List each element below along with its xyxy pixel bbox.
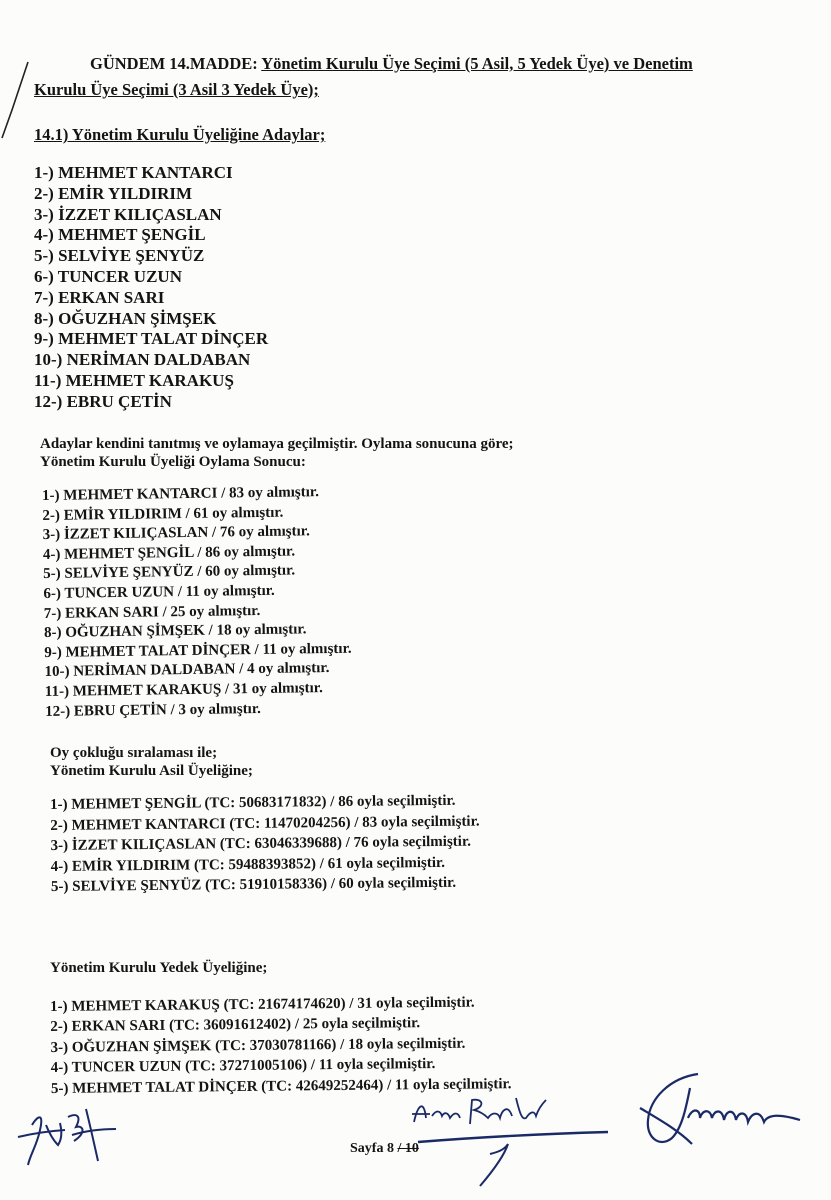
list-item: 6-) TUNCER UZUN / 11 oy almıştır. (43, 582, 275, 602)
agenda-heading-continuation: Kurulu Üye Seçimi (3 Asil 3 Yedek Üye); (34, 80, 319, 99)
ranking-intro (50, 744, 253, 780)
middle-signature-icon (408, 1094, 618, 1189)
list-item: 3-) İZZET KILIÇASLAN / 76 oy almıştır. (42, 523, 310, 544)
list-item: 8-) OĞUZHAN ŞİMŞEK (34, 308, 217, 328)
voting-intro-line: Adaylar kendini tanıtmış ve oylamaya geçilmiştir. Oylama sonucuna göre; (40, 436, 514, 452)
list-item: 4-) TUNCER UZUN (TC: 37271005106) / 11 oyla seçilmiştir. (50, 1056, 436, 1077)
list-item: 7-) ERKAN SARI (34, 287, 165, 307)
list-item: 8-) OĞUZHAN ŞİMŞEK / 18 oy almıştır. (43, 621, 307, 642)
list-item: 7-) ERKAN SARI / 25 oy almıştır. (43, 602, 261, 622)
list-item: 3-) İZZET KILIÇASLAN (TC: 63046339688) / 76 oyla seçilmiştir. (50, 833, 472, 855)
middle-signature (408, 1094, 618, 1189)
list-item: 1-) MEHMET KARAKUŞ (TC: 21674174620) / 31 oyla seçilmiştir. (50, 994, 475, 1015)
list-item: 5-) MEHMET TALAT DİNÇER (TC: 42649252464) / 11 oyla seçilmiştir. (50, 1075, 512, 1097)
list-item: 2-) EMİR YILDIRIM (34, 183, 193, 203)
agenda-heading (90, 54, 693, 74)
list-item: 2-) EMİR YILDIRIM / 61 oy almıştır. (42, 504, 284, 524)
candidate-list (34, 163, 268, 413)
list-item: 10-) NERİMAN DALDABAN (34, 350, 251, 370)
list-item: 3-) OĞUZHAN ŞİMŞEK (TC: 37030781166) / 18 oyla seçilmiştir. (50, 1035, 466, 1056)
voting-result-heading: Yönetim Kurulu Üyeliği Oylama Sonucu: (40, 454, 306, 470)
list-item: 1-) MEHMET KANTARCI / 83 oy almıştır. (42, 484, 320, 504)
list-item: 5-) SELVİYE ŞENYÜZ (34, 246, 205, 266)
list-item: 4-) EMİR YILDIRIM (TC: 59488393852) / 61 oyla seçilmiştir. (50, 854, 446, 875)
list-item: 9-) MEHMET TALAT DİNÇER / 11 oy almıştır. (44, 640, 352, 661)
page-number-label: Sayfa 8 (350, 1141, 398, 1156)
section-title: 14.1) Yönetim Kurulu Üyeliğine Adaylar; (34, 125, 326, 144)
principal-members-heading: Yönetim Kurulu Asil Üyeliğine; (50, 763, 253, 779)
list-item: 11-) MEHMET KARAKUŞ (34, 370, 234, 390)
agenda-heading-prefix: GÜNDEM 14.MADDE: (90, 54, 262, 73)
agenda-heading-underlined: Yönetim Kurulu Üye Seçimi (5 Asil, 5 Yedek Üye) ve Denetim (261, 54, 693, 73)
substitute-members-heading: Yönetim Kurulu Yedek Üyeliğine; (50, 960, 268, 976)
list-item: 12-) EBRU ÇETİN (34, 391, 172, 411)
ranking-intro-line: Oy çokluğu sıralaması ile; (50, 745, 218, 761)
list-item: 1-) MEHMET ŞENGİL (TC: 50683171832) / 86 oyla seçilmiştir. (50, 792, 456, 813)
list-item: 5-) SELVİYE ŞENYÜZ (TC: 51910158336) / 60 oyla seçilmiştir. (50, 875, 457, 896)
substitute-members-list (50, 992, 512, 1099)
list-item: 2-) ERKAN SARI (TC: 36091612402) / 25 oyla seçilmiştir. (50, 1015, 421, 1036)
list-item: 12-) EBRU ÇETİN / 3 oy almıştır. (45, 700, 261, 720)
principal-members-list (50, 791, 480, 898)
list-item: 5-) SELVİYE ŞENYÜZ / 60 oy almıştır. (43, 562, 296, 583)
right-signature-icon (630, 1068, 810, 1163)
list-item: 10-) NERİMAN DALDABAN / 4 oy almıştır. (44, 660, 330, 681)
page-number-total: / 10 (397, 1141, 419, 1156)
list-item: 4-) MEHMET ŞENGİL / 86 oy almıştır. (42, 543, 296, 563)
list-item: 3-) İZZET KILIÇASLAN (34, 204, 222, 224)
scan-edge-mark (0, 60, 30, 140)
voting-intro (40, 435, 514, 471)
list-item: 4-) MEHMET ŞENGİL (34, 225, 206, 245)
list-item: 11-) MEHMET KARAKUŞ / 31 oy almıştır. (44, 680, 323, 700)
list-item: 1-) MEHMET KANTARCI (34, 163, 233, 182)
left-signature-icon (10, 1095, 120, 1170)
list-item: 2-) MEHMET KANTARCI (TC: 11470204256) / 83 oyla seçilmiştir. (50, 813, 480, 834)
list-item: 6-) TUNCER UZUN (34, 266, 182, 286)
vote-results-list (42, 483, 353, 722)
list-item: 9-) MEHMET TALAT DİNÇER (34, 329, 269, 349)
